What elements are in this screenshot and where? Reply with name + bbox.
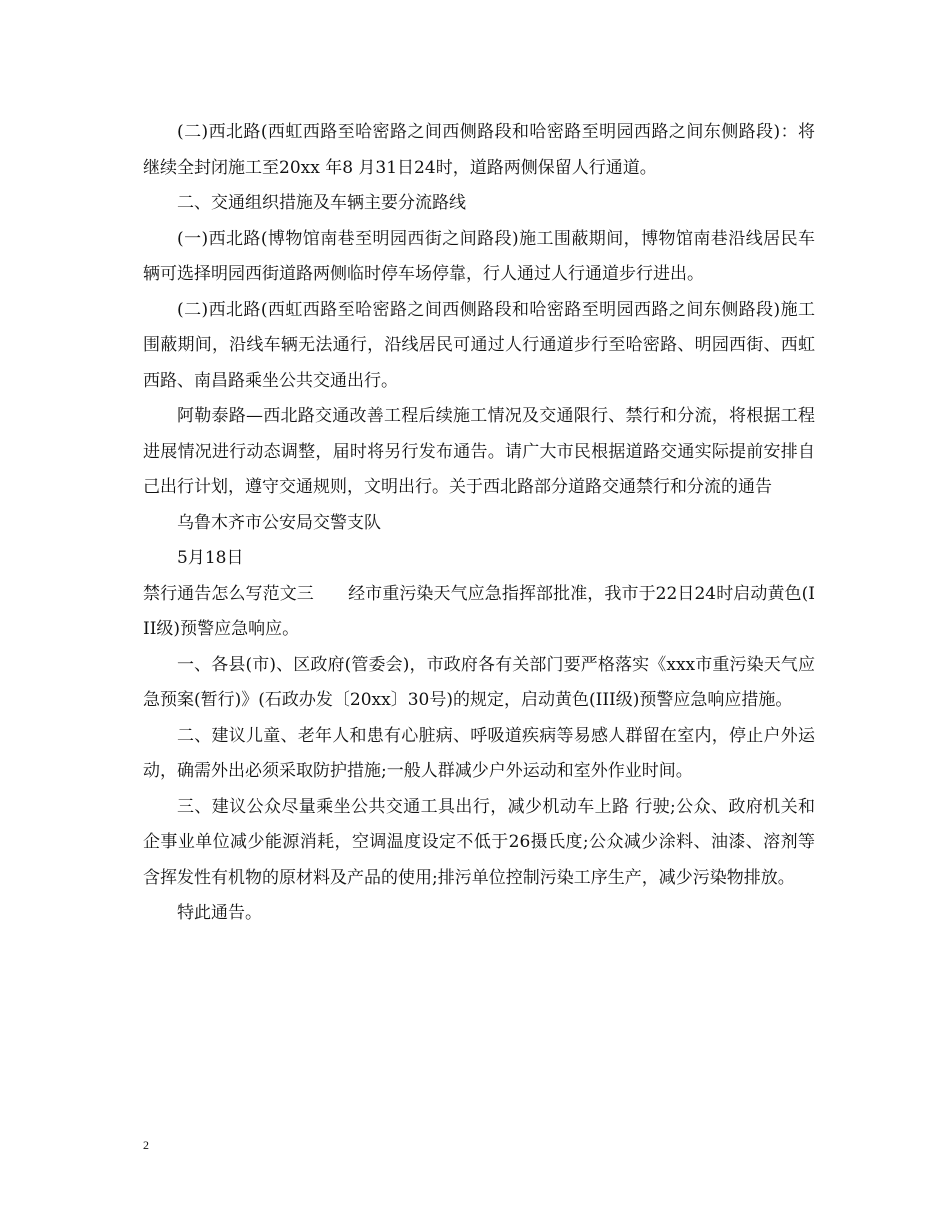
paragraph-museum-lane: (一)西北路(博物馆南巷至明园西街之间路段)施工围蔽期间，博物馆南巷沿线居民车辆可选择明园西街道路两侧临时停车场停靠，行人通过人行通道步行进出。 (143, 228, 815, 284)
paragraph-follow-up-adjustment: 阿勒泰路—西北路交通改善工程后续施工情况及交通限行、禁行和分流，将根据工程进展情况进行动态调整，届时将另行发布通告。请广大市民根据道路交通实际提前安排自己出行计划，遵守交通规则，文明出行。关于西北路部分道路交通禁行和分流的通告 (143, 406, 815, 497)
document-body (143, 115, 815, 932)
issue-date: 5月18日 (177, 548, 244, 568)
paragraph-construction-enclosure: (二)西北路(西虹西路至哈密路之间西侧路段和哈密路至明园西路之间东侧路段)施工围蔽期间，沿线车辆无法通行，沿线居民可通过人行通道步行至哈密路、明园西街、西虹西路、南昌路乘坐公共交通出行。 (143, 299, 815, 391)
heading-traffic-measures: 二、交通组织措施及车辆主要分流路线 (177, 193, 466, 213)
issuer-signature: 乌鲁木齐市公安局交警支队 (177, 512, 381, 533)
paragraph-item-one: 一、各县(市)、区政府(管委会)，市政府各有关部门要严格落实《xxx市重污染天气应急预案(暂行)》(石政办发〔20xx〕30号)的规定，启动黄色(III级)预警应急响应措施。 (143, 654, 815, 710)
paragraph-xibei-road-closure: (二)西北路(西虹西路至哈密路之间西侧路段和哈密路至明园西路之间东侧路段)：将继续全封闭施工至20xx 年8 月31日24时，道路两侧保留人行通道。 (143, 122, 815, 178)
paragraph-item-three: 三、建议公众尽量乘坐公共交通工具出行，减少机动车上路 行驶;公众、政府机关和企事业单位减少能源消耗，空调温度设定不低于26摄氏度;公众减少涂料、油漆、溶剂等含挥发性有机物的原材料及产品的使用;排污单位控制污染工序生产，减少污染物排放。 (143, 796, 815, 888)
page-number: 2 (143, 1138, 149, 1152)
closing-notice: 特此通告。 (177, 903, 262, 923)
paragraph-item-two: 二、建议儿童、老年人和患有心脏病、呼吸道疾病等易感人群留在室内，停止户外运动，确需外出必须采取防护措施;一般人群减少户外运动和室外作业时间。 (143, 725, 815, 781)
paragraph-sample-three-intro: 禁行通告怎么写范文三 经市重污染天气应急指挥部批准，我市于22日24时启动黄色(III级)预警应急响应。 (143, 583, 815, 639)
